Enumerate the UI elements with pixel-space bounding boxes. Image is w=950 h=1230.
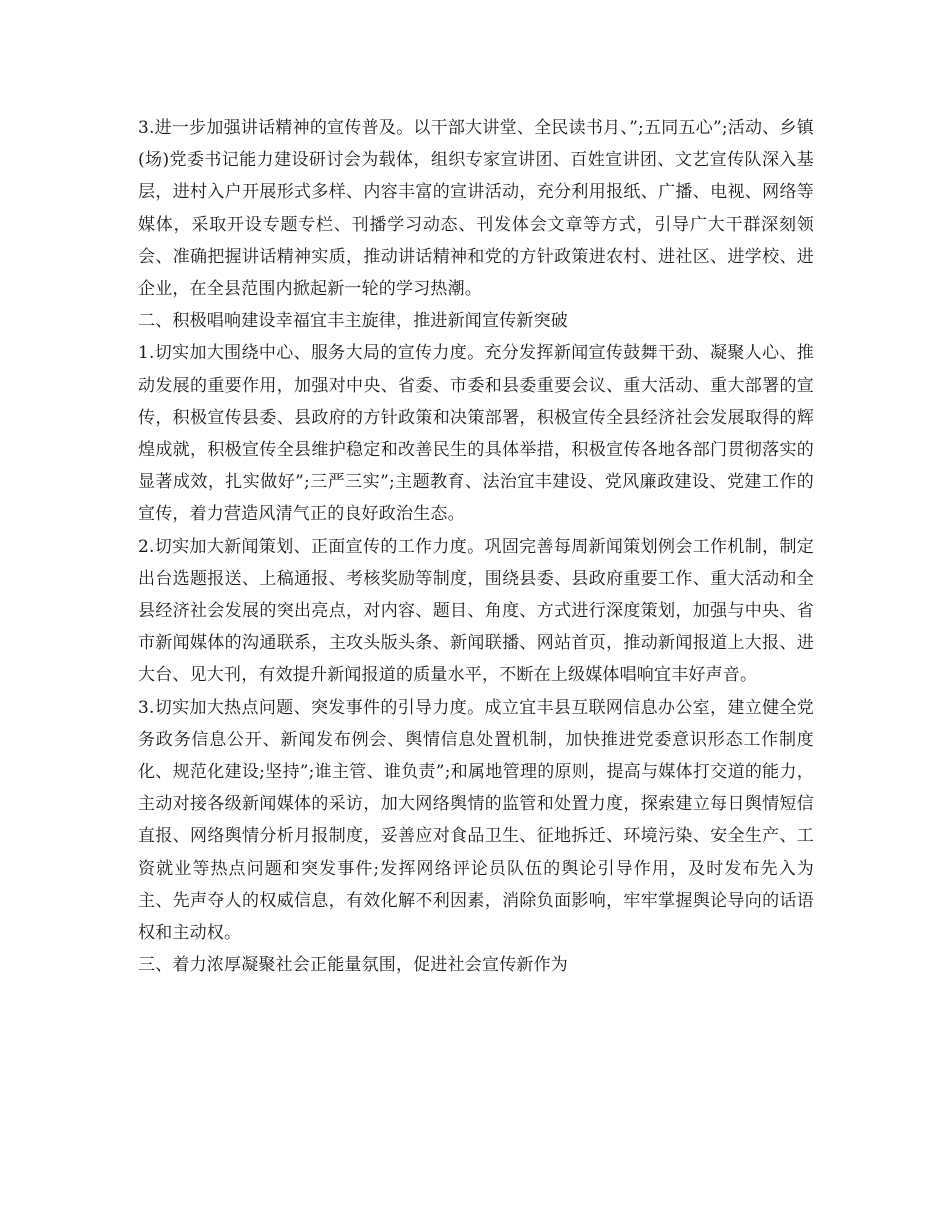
paragraph-item-3-publicity: 3.进一步加强讲话精神的宣传普及。以干部大讲堂、全民读书月、”;五同五心”;活动、乡镇(场)党委书记能力建设研讨会为载体，组织专家宣讲团、百姓宣讲团、文艺宣传队深入基层，进村入户开展形式多样、内容丰富的宣讲活动，充分利用报纸、广播、电视、网络等媒体，采取开设专题专栏、刊播学习动态、刊发体会文章等方式，引导广大干群深刻领会、准确把握讲话精神实质，推动讲话精神和党的方针政策进农村、进社区、进学校、进企业，在全县范围内掀起新一轮的学习热潮。 [138,118,814,300]
paragraph-item-2-planning: 2.切实加大新闻策划、正面宣传的工作力度。巩固完善每周新闻策划例会工作机制，制定出台选题报送、上稿通报、考核奖励等制度，围绕县委、县政府重要工作、重大活动和全县经济社会发展的突出亮点，对内容、题目、角度、方式进行深度策划，加强与中央、省市新闻媒体的沟通联系，主攻头版头条、新闻联播、网站首页，推动新闻报道上大报、进大台、见大刊，有效提升新闻报道的质量水平，不断在上级媒体唱响宜丰好声音。 [138,536,814,686]
section-heading-3: 三、着力浓厚凝聚社会正能量氛围，促进社会宣传新作为 [138,955,568,976]
paragraph-item-3-hotspots: 3.切实加大热点问题、突发事件的引导力度。成立宜丰县互联网信息办公室，建立健全党务政务信息公开、新闻发布例会、舆情信息处置机制，加快推进党委意识形态工作制度化、规范化建设;坚持”;谁主管、谁负责”;和属地管理的原则，提高与媒体打交道的能力，主动对接各级新闻媒体的采访，加大网络舆情的监管和处置力度，探索建立每日舆情短信直报、网络舆情分析月报制度，妥善应对食品卫生、征地拆迁、环境污染、安全生产、工资就业等热点问题和突发事件;发挥网络评论员队伍的舆论引导作用，及时发布先入为主、先声夺人的权威信息，有效化解不利因素，消除负面影响，牢牢掌握舆论导向的话语权和主动权。 [138,697,814,944]
paragraph-item-1-center: 1.切实加大围绕中心、服务大局的宣传力度。充分发挥新闻宣传鼓舞干劲、凝聚人心、推动发展的重要作用，加强对中央、省委、市委和县委重要会议、重大活动、重大部署的宣传，积极宣传县委、县政府的方针政策和决策部署，积极宣传全县经济社会发展取得的辉煌成就，积极宣传全县维护稳定和改善民生的具体举措，积极宣传各地各部门贯彻落实的显著成效，扎实做好”;三严三实”;主题教育、法治宜丰建设、党风廉政建设、党建工作的宣传，着力营造风清气正的良好政治生态。 [138,343,814,525]
section-heading-2: 二、积极唱响建设幸福宜丰主旋律，推进新闻宣传新突破 [138,311,568,332]
document-body [138,112,814,981]
